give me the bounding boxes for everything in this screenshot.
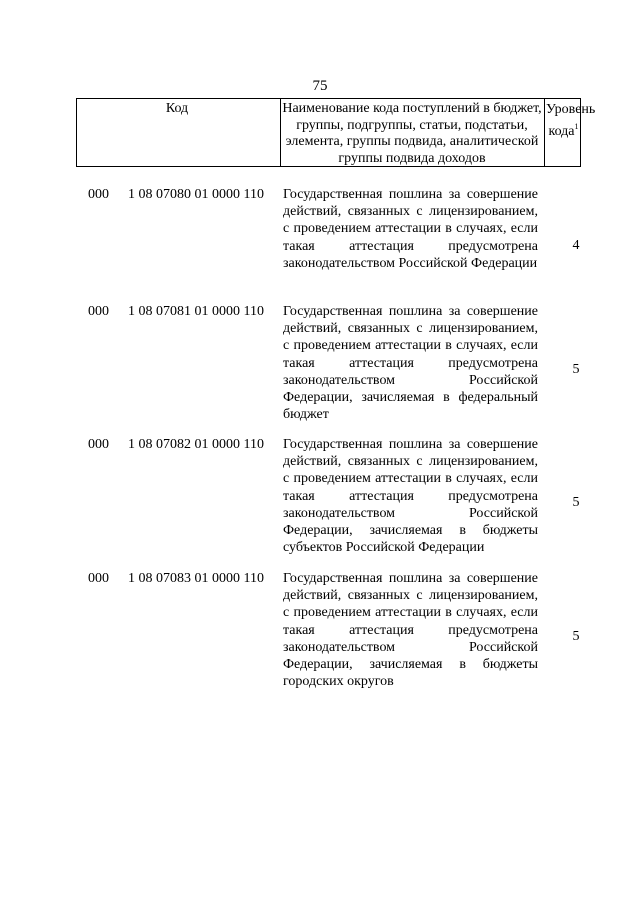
admin-code: 000 (88, 571, 109, 586)
code-level: 5 (572, 495, 580, 510)
code-level: 4 (572, 238, 580, 253)
revenue-name: Государственная пошлина за совершение действий, связанных с лицензированием, с проведением аттестации в случаях, если такая аттестация предусмотрена законодательством Российской Федерации, зачисляемая в бюджеты городских округов (283, 571, 538, 690)
admin-code: 000 (88, 187, 109, 202)
table-header (76, 98, 596, 167)
revenue-code: 1 08 07080 01 0000 110 (128, 187, 264, 202)
header-name: Наименование кода поступлений в бюджет, группы, подгруппы, статьи, подстатьи, элемента, группы подвида, аналитической группы подвида доходов (282, 101, 542, 166)
column-divider (544, 99, 545, 166)
revenue-name: Государственная пошлина за совершение действий, связанных с лицензированием, с проведением аттестации в случаях, если такая аттестация предусмотрена законодательством Российской Федерации, зачисляемая в федеральный бюджет (283, 304, 538, 423)
header-level-text: Уровень кода (546, 102, 596, 139)
revenue-code: 1 08 07081 01 0000 110 (128, 304, 264, 319)
column-divider (280, 99, 281, 166)
code-level: 5 (572, 629, 580, 644)
header-level (546, 101, 596, 140)
page-number: 75 (312, 78, 328, 94)
footnote-marker: 1 (574, 122, 579, 131)
admin-code: 000 (88, 304, 109, 319)
revenue-name: Государственная пошлина за совершение действий, связанных с лицензированием, с проведением аттестации в случаях, если такая аттестация предусмотрена законодательством Российской Федерации (283, 187, 538, 271)
admin-code: 000 (88, 437, 109, 452)
revenue-code: 1 08 07083 01 0000 110 (128, 571, 264, 586)
revenue-name: Государственная пошлина за совершение действий, связанных с лицензированием, с проведением аттестации в случаях, если такая аттестация предусмотрена законодательством Российской Федерации, зачисляемая в бюджеты субъектов Российской Федерации (283, 437, 538, 556)
header-code: Код (165, 101, 189, 116)
revenue-code: 1 08 07082 01 0000 110 (128, 437, 264, 452)
code-level: 5 (572, 362, 580, 377)
